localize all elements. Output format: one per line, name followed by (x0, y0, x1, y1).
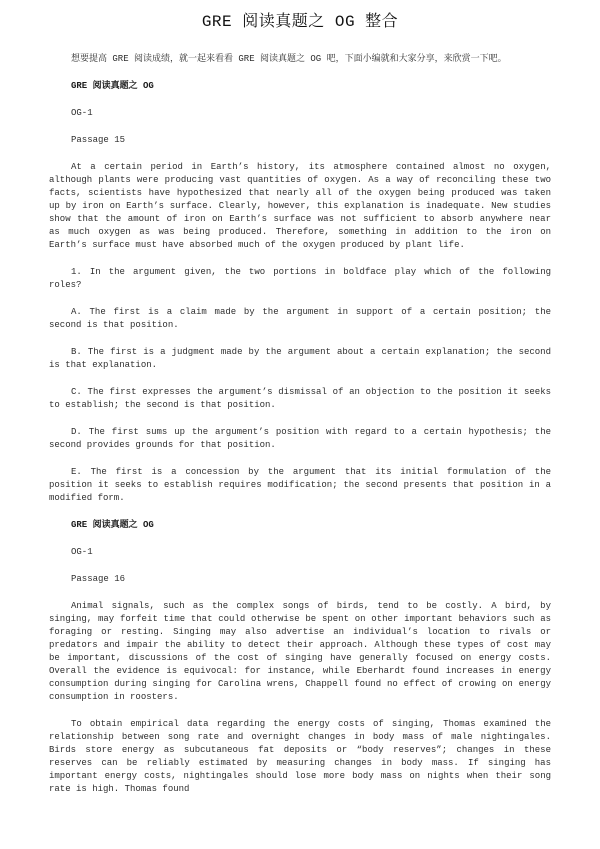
passage-15-text: At a certain period in Earth’s history, its atmosphere contained almost no oxygen, although plants were producing vast quantities of oxygen. As a way of reconciling these two facts, scientists have hypothesized that nearly all of the oxygen being produced was taken up by iron on Earth’s surface. Clearly, however, this explanation is inadequate. New studies show that the amount of iron on Earth’s surface was not sufficient to absorb anywhere near as much oxygen as was being produced. Therefore, something in addition to the iron on Earth’s surface must have absorbed much of the oxygen produced by plant life. (49, 162, 551, 250)
intro-paragraph: 想要提高 GRE 阅读成绩，就一起来看看 GRE 阅读真题之 OG 吧，下面小编就和大家分享，来欣赏一下吧。 (71, 54, 507, 64)
section1-heading: GRE 阅读真题之 OG (71, 81, 154, 91)
section1-og-label: OG-1 (71, 108, 93, 118)
passage-16-paragraph-2: To obtain empirical data regarding the energy costs of singing, Thomas examined the relationship between song rate and overnight changes in body mass of male nightingales. Birds store energy as subcutaneous fat deposits or “body reserves”; changes in these reserves can be reliably estimated by measuring changes in body mass. If singing has important energy costs, nightingales should lose more body mass on nights when their song rate is high. Thomas found (49, 719, 551, 794)
question-1: 1. In the argument given, the two portions in boldface play which of the following roles? (49, 267, 551, 290)
option-d: D. The first sums up the argument’s position with regard to a certain hypothesis; the second provides grounds for that position. (49, 427, 551, 450)
section2-passage-label: Passage 16 (71, 574, 126, 584)
option-c: C. The first expresses the argument’s dismissal of an objection to the position it seeks to establish; the second is that position. (49, 387, 551, 410)
section2-heading: GRE 阅读真题之 OG (71, 520, 154, 530)
section2-og-label: OG-1 (71, 547, 93, 557)
option-a: A. The first is a claim made by the argument in support of a certain position; the second is that position. (49, 307, 551, 330)
option-b: B. The first is a judgment made by the argument about a certain explanation; the second is that explanation. (49, 347, 551, 370)
section1-passage-label: Passage 15 (71, 135, 126, 145)
passage-16-paragraph-1: Animal signals, such as the complex songs of birds, tend to be costly. A bird, by singing, may forfeit time that could otherwise be spent on other important behaviors such as foraging or resting. Singing may also advertise an individual’s location to rivals or predators and impair the ability to detect their approach. Although these types of cost may be important, discussions of the cost of singing have generally focused on energy costs. Overall the evidence is equivocal: for instance, while Eberhardt found increases in energy consumption during singing for Carolina wrens, Chappell found no effect of crowing on energy consumption in roosters. (49, 601, 551, 702)
option-e: E. The first is a concession by the argument that its initial formulation of the position it seeks to establish requires modification; the second presents that position in a modified form. (49, 467, 551, 503)
document-title: GRE 阅读真题之 OG 整合 (201, 13, 399, 31)
